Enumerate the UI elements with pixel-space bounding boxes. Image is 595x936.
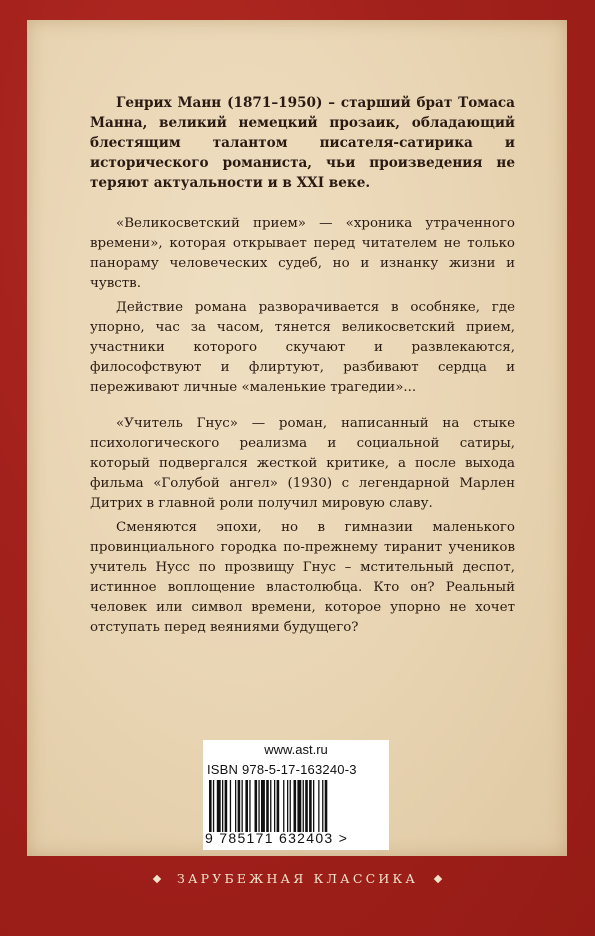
barcode-digits: 9 785171 632403 >	[205, 830, 349, 846]
barcode-bar	[305, 780, 308, 832]
paragraph: «Учитель Гнус» — роман, написанный на стыке психологического реализма и социальной сатиры, который подвергался жесткой критике, а после выхода фильма «Голубой ангел» (1930) с легендарной Марлен Дитрих в главной роли получил мировую славу.	[90, 416, 515, 511]
barcode-bar	[318, 780, 319, 832]
publisher-url: www.ast.ru	[264, 742, 328, 757]
isbn-text: ISBN 978-5-17-163240-3	[207, 762, 357, 777]
barcode-bar	[242, 780, 243, 832]
barcode-bar	[313, 780, 314, 832]
barcode-icon	[207, 780, 385, 832]
barcode-bar	[222, 780, 223, 832]
barcode-label	[203, 740, 389, 850]
paragraph: Сменяются эпохи, но в гимназии маленького провинциального городка по-прежнему тиранит учеников учитель Нусс по прозвищу Гнус – мстительный деспот, истинное воплощение властолюбца. Кто он? Реальный человек или символ времени, которое упорно не хочет отступать перед веяниями будущего?	[90, 520, 515, 635]
barcode-bar	[290, 780, 291, 832]
barcode-bar	[209, 780, 212, 832]
annotation-novel-1	[90, 214, 515, 398]
barcode-bar	[217, 780, 221, 832]
barcode-bar	[297, 780, 301, 832]
barcode-bar	[261, 780, 265, 832]
series-title: ЗАРУБЕЖНАЯ КЛАССИКА	[176, 871, 419, 886]
barcode-bar	[230, 780, 231, 832]
barcode-bar	[325, 780, 328, 832]
barcode-bar	[277, 780, 280, 832]
barcode-bar	[322, 780, 323, 832]
barcode-bar	[287, 780, 288, 832]
paragraph: «Великосветский прием» — «хроника утраченного времени», которая открывает перед читателем не только панораму человеческих судеб, но и изнанку жизни и чувств.	[90, 216, 515, 291]
barcode-bar	[235, 780, 236, 832]
annotation-novel-2	[90, 414, 515, 638]
barcode-bar	[225, 780, 228, 832]
barcode-bar	[283, 780, 284, 832]
barcode-bar	[274, 780, 275, 832]
barcode-bar	[258, 780, 259, 832]
diamond-ornament-icon	[153, 874, 161, 882]
series-banner	[0, 871, 595, 886]
barcode-bar	[270, 780, 271, 832]
paragraph: Действие романа разворачивается в особняке, где упорно, час за часом, тянется великосветский прием, участники которого скучают и развлекаются, философствуют и флиртуют, разбивают сердца и переживают личные «маленькие трагедии»...	[90, 300, 515, 395]
diamond-ornament-icon	[434, 874, 442, 882]
barcode-bar	[255, 780, 258, 832]
barcode-bar	[309, 780, 312, 832]
barcode-bar	[249, 780, 250, 832]
barcode-bar	[238, 780, 241, 832]
barcode-bar	[245, 780, 248, 832]
barcode-bar	[303, 780, 304, 832]
barcode-bar	[294, 780, 297, 832]
author-intro: Генрих Манн (1871–1950) – старший брат Томаса Манна, великий немецкий прозаик, обладающий блестящим талантом писателя-сатирика и исторического романиста, чьи произведения не теряют актуальности и в XXI веке.	[90, 95, 515, 191]
barcode-bar	[213, 780, 214, 832]
barcode-bar	[266, 780, 269, 832]
